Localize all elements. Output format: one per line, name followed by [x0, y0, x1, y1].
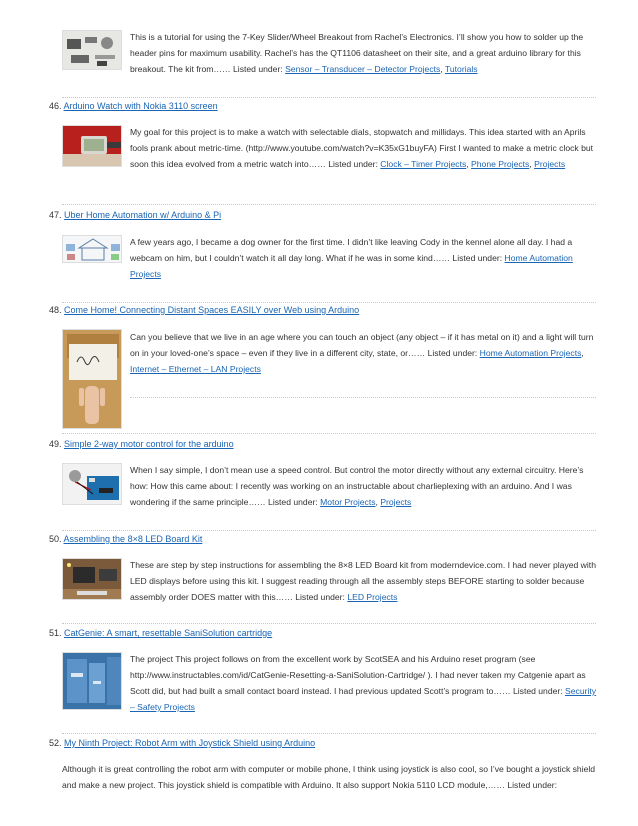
separator — [130, 397, 596, 398]
item-title: 51. CatGenie: A smart, resettable SaniSolution cartridge — [49, 628, 273, 638]
separator — [62, 433, 596, 434]
item-title-link[interactable]: Arduino Watch with Nokia 3110 screen — [63, 101, 218, 111]
item-title-link[interactable]: My Ninth Project: Robot Arm with Joystick Shield using Arduino — [64, 738, 316, 748]
item-title-link[interactable]: Assembling the 8×8 LED Board Kit — [63, 534, 203, 544]
thumbnail-come-home[interactable] — [62, 329, 122, 429]
item-description: My goal for this project is to make a watch with selectable dials, stopwatch and millidays. This idea started with an Aprils fools prank about metric-time. (http://www.youtube.com/watch?v=K35xG1buyFA) First I wanted to make a metric clock but soon this idea evolved from a metric watch into…… Listed under: Clock – Timer Projects, Phone Projects, Projects — [130, 127, 594, 169]
item-description: A few years ago, I became a dog owner for the first time. I didn’t like leaving Cody in the kennel alone all day. I had a webcam on him, but I couldn’t watch it all day long. What if he was in some kind…… Listed under: Home Automation Projects — [130, 237, 573, 279]
tag-link[interactable]: Projects — [380, 497, 412, 507]
item-description: Although it is great controlling the robot arm with computer or mobile phone, I think using joystick is also cool, so I’ve bought a joystick shield and make a new project. This joystick shield is compatible with Arduino. It also support Nokia 5110 LCD module,…… Listed under: — [62, 764, 596, 790]
thumbnail-led-board[interactable] — [62, 558, 122, 600]
item-description: These are step by step instructions for assembling the 8×8 LED Board kit from moderndevice.com. I had never played with LED displays before using this kit. I suggest reading through all the assembly steps BEFORE starting to solder because assembly order DOES matter with this…… Listed under: LED Projects — [130, 560, 596, 602]
thumbnail-catgenie[interactable] — [62, 652, 122, 710]
item-description: The project This project follows on from the excellent work by ScotSEA and his Arduino reset program (see http://www.instructables.com/id/CatGenie-Resetting-a-SaniSolution-Cartridge/ ). I had never taken my Catgenie apart as Scott did, but had built a small contact board instead. I had previous updated Scott’s program to…… Listed under: Security – Safety Projects — [130, 654, 597, 712]
item-title-link[interactable]: Uber Home Automation w/ Arduino & Pi — [64, 210, 222, 220]
item-title-link[interactable]: Simple 2-way motor control for the arduino — [64, 439, 234, 449]
item-title-link[interactable]: CatGenie: A smart, resettable SaniSolution cartridge — [64, 628, 273, 638]
separator — [62, 623, 596, 624]
item-title: 46. Arduino Watch with Nokia 3110 screen — [49, 101, 218, 111]
thumbnail-slider-breakout[interactable] — [62, 30, 122, 70]
item-title: 52. My Ninth Project: Robot Arm with Joystick Shield using Arduino — [49, 738, 316, 748]
separator — [62, 97, 596, 98]
tag-link[interactable]: Motor Projects — [320, 497, 376, 507]
tag-link[interactable]: Internet – Ethernet – LAN Projects — [130, 364, 261, 374]
item-title: 50. Assembling the 8×8 LED Board Kit — [49, 534, 203, 544]
tag-link[interactable]: LED Projects — [347, 592, 398, 602]
separator — [62, 530, 596, 531]
item-title: 48. Come Home! Connecting Distant Spaces EASILY over Web using Arduino — [49, 305, 360, 315]
item-title-link[interactable]: Come Home! Connecting Distant Spaces EASILY over Web using Arduino — [64, 305, 360, 315]
tag-link[interactable]: Tutorials — [444, 64, 478, 74]
thumbnail-arduino-watch[interactable] — [62, 125, 122, 167]
item-description: When I say simple, I don’t mean use a speed control. But control the motor directly without any external circuitry. Here’s how: How this came about: I recently was working on an instructable about charlieplexing with an arduino. And I was wondering if the same principle…… Listed under: Motor Projects, Projects — [130, 465, 584, 507]
separator — [62, 733, 596, 734]
tag-link[interactable]: Home Automation Projects — [479, 348, 582, 358]
tag-link[interactable]: Phone Projects — [471, 159, 530, 169]
item-description: Can you believe that we live in an age where you can touch an object (any object – if it has metal on it) and a light will turn on in your loved-one’s space – even if they live in a different city, state, or…… Listed under: Home Automation Projects, Internet – Ethernet – LAN Projects — [130, 332, 594, 374]
tag-link[interactable]: Home Automation Projects — [130, 253, 573, 279]
separator — [62, 302, 596, 303]
tag-link[interactable]: Projects — [534, 159, 566, 169]
thumbnail-home-automation[interactable] — [62, 235, 122, 263]
tag-link[interactable]: Security – Safety Projects — [130, 686, 597, 712]
tag-link[interactable]: Sensor – Transducer – Detector Projects — [285, 64, 441, 74]
item-title: 47. Uber Home Automation w/ Arduino & Pi — [49, 210, 222, 220]
item-description: This is a tutorial for using the 7-Key Slider/Wheel Breakout from Rachel’s Electronics. I’ll show you how to solder up the header pins for maximum usability. Rachel’s has the QT1106 datasheet on their site, and a great arduino library for this breakout. The kit from…… Listed under: Sensor – Transducer – Detector Projects, Tutorials — [130, 32, 584, 74]
thumbnail-motor-control[interactable] — [62, 463, 122, 505]
item-title: 49. Simple 2-way motor control for the arduino — [49, 439, 234, 449]
separator — [62, 204, 596, 205]
tag-link[interactable]: Clock – Timer Projects — [380, 159, 467, 169]
